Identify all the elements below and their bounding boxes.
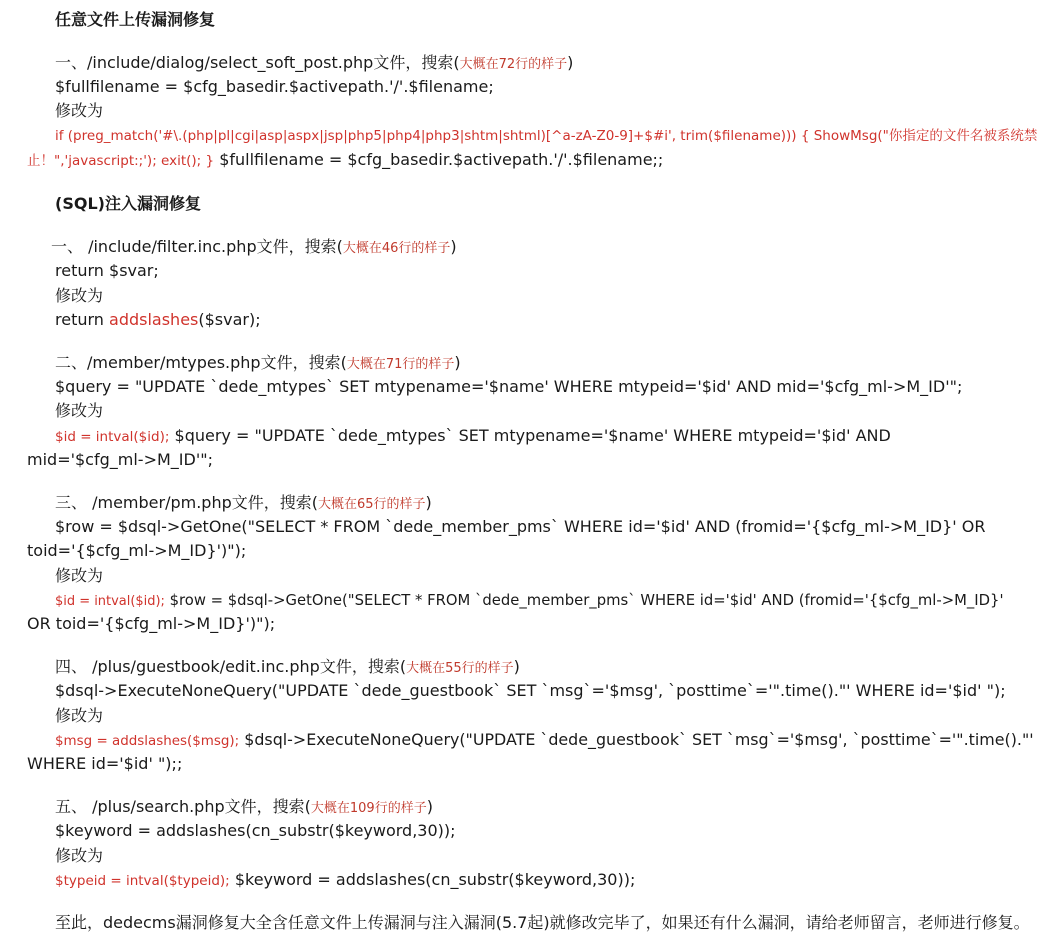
fix-code-red: addslashes	[109, 310, 199, 329]
item4-search-code: $dsql->ExecuteNoneQuery("UPDATE `dede_guestbook` SET `msg`='$msg', `posttime`='".time()."' WHERE id='$id' ");	[55, 681, 1006, 700]
item1-search-code: return $svar;	[55, 261, 159, 280]
item3-file-line	[55, 491, 432, 517]
item3-fix-code-line2: OR toid='{$cfg_ml->M_ID}')");	[27, 614, 276, 633]
item2-search-code: $query = "UPDATE `dede_mtypes` SET mtypename='$name' WHERE mtypeid='$id' AND mid='$cfg_ml->M_ID'";	[55, 377, 963, 396]
upload-file-line	[55, 51, 573, 77]
line-hint: 大概在55行的样子	[406, 661, 514, 676]
line-hint: 大概在71行的样子	[346, 357, 455, 372]
item4-fix-code-line1	[55, 728, 1034, 754]
item3-search-code-line2: toid='{$cfg_ml->M_ID}')");	[27, 541, 247, 560]
fix-code-rest: $keyword = addslashes(cn_substr($keyword,30));	[229, 870, 636, 889]
line-hint: 大概在65行的样子	[318, 497, 426, 512]
item1-modify-label: 修改为	[55, 286, 104, 305]
item1-fix-code	[55, 308, 261, 332]
item5-fix-code	[55, 868, 635, 893]
fix-code-red: $msg = addslashes($msg);	[55, 734, 240, 749]
item2-fix-code-line2: mid='$cfg_ml->M_ID'";	[27, 450, 213, 469]
hint-close: )	[567, 53, 574, 72]
fix-code-line2	[27, 148, 663, 173]
fix-code-pre: return	[55, 310, 110, 329]
file-path: 三、 /member/pm.php文件，搜索(	[55, 493, 318, 512]
fix-code-rest: $dsql->ExecuteNoneQuery("UPDATE `dede_guestbook` SET `msg`='$msg', `posttime`='".time()."'	[239, 730, 1034, 749]
file-path: 二、/member/mtypes.php文件，搜索(	[55, 353, 347, 372]
conclusion-text: 至此，dedecms漏洞修复大全含任意文件上传漏洞与注入漏洞(5.7起)就修改完毕了，如果还有什么漏洞，请给老师留言，老师进行修复。	[55, 913, 1030, 932]
fix-code-red: $id = intval($id);	[55, 594, 165, 609]
hint-close: )	[454, 353, 461, 372]
line-hint: 大概在72行的样子	[459, 57, 568, 72]
section-title-sql: (SQL)注入漏洞修复	[55, 194, 201, 213]
item2-fix-code-line1	[55, 424, 891, 449]
item5-search-code: $keyword = addslashes(cn_substr($keyword,30));	[55, 821, 456, 840]
search-code: $fullfilename = $cfg_basedir.$activepath.'/'.$filename;	[55, 77, 494, 96]
item3-search-code-line1: $row = $dsql->GetOne("SELECT * FROM `dede_member_pms` WHERE id='$id' AND (fromid='{$cfg_ml->M_ID}' OR	[55, 517, 986, 536]
item5-modify-label: 修改为	[55, 846, 104, 865]
item4-modify-label: 修改为	[55, 706, 104, 725]
fix-code-rest: $fullfilename = $cfg_basedir.$activepath.'/'.$filename;;	[214, 150, 664, 169]
item4-fix-code-line2: WHERE id='$id' ");;	[27, 754, 183, 773]
hint-close: )	[426, 797, 433, 816]
file-path: 一、 /include/filter.inc.php文件，搜索(	[51, 237, 343, 256]
item4-file-line	[55, 655, 520, 681]
item5-file-line	[55, 795, 433, 821]
fix-code-rest: $row = $dsql->GetOne("SELECT * FROM `dede_member_pms` WHERE id='$id' AND (fromid='{$cfg_ml->M_ID}'	[164, 592, 1004, 609]
section-title-upload: 任意文件上传漏洞修复	[55, 10, 216, 29]
file-path: 四、 /plus/guestbook/edit.inc.php文件，搜索(	[55, 657, 407, 676]
fix-code-red: 止！",'javascript:;'); exit(); }	[27, 153, 215, 169]
line-hint: 大概在109行的样子	[310, 801, 427, 816]
fix-code-post: ($svar);	[198, 310, 261, 329]
hint-close: )	[513, 657, 520, 676]
modify-label: 修改为	[55, 101, 104, 120]
line-hint: 大概在46行的样子	[342, 241, 451, 256]
item3-modify-label: 修改为	[55, 566, 104, 585]
item3-fix-code-line1	[55, 588, 1004, 614]
fix-code-red: $id = intval($id);	[55, 429, 170, 445]
item2-modify-label: 修改为	[55, 401, 104, 420]
fix-code-red: $typeid = intval($typeid);	[55, 873, 230, 889]
hint-close: )	[450, 237, 457, 256]
fix-code-rest: $query = "UPDATE `dede_mtypes` SET mtypename='$name' WHERE mtypeid='$id' AND	[169, 426, 891, 445]
hint-close: )	[425, 493, 432, 512]
file-path: 五、 /plus/search.php文件，搜索(	[55, 797, 311, 816]
item1-file-line	[51, 235, 457, 261]
item2-file-line	[55, 351, 461, 377]
file-path: 一、/include/dialog/select_soft_post.php文件，搜索(	[55, 53, 460, 72]
fix-code-line1: if (preg_match('#\.(php|pl|cgi|asp|aspx|jsp|php5|php4|php3|shtm|shtml)[^a-zA-Z0-9]+$#i', trim($filename))) { ShowMsg("你指定的文件名被系统禁	[55, 128, 1038, 144]
